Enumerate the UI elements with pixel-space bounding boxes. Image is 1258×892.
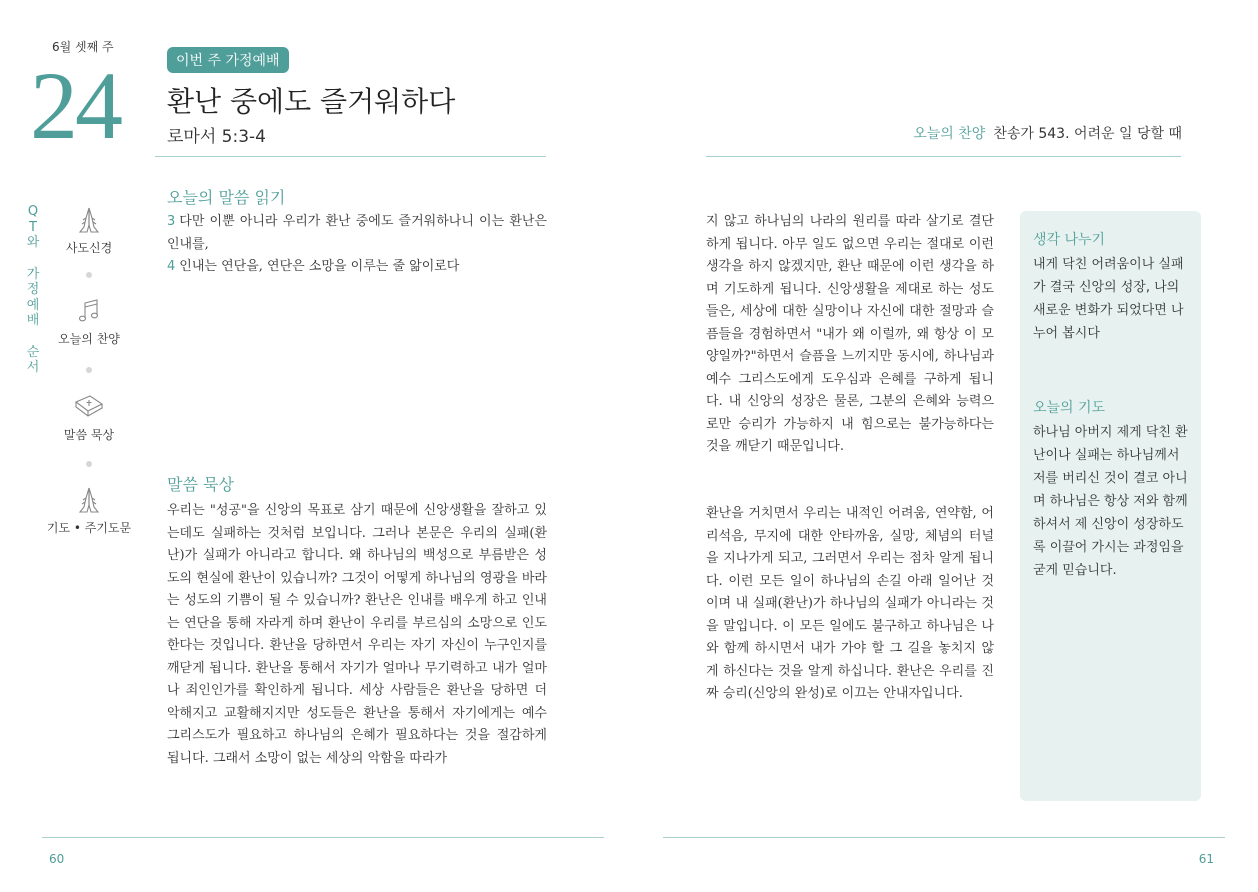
header-rule-left [155, 156, 546, 157]
share-text: 내게 닥친 어려움이나 실패가 결국 신앙의 성장, 나의 새로운 변화가 되었다면 나누어 봅시다 [1033, 257, 1184, 341]
praying-hands-icon [74, 485, 104, 515]
hymn-text: 찬송가 543. 어려운 일 당할 때 [993, 126, 1182, 142]
scripture-reference: 로마서 5:3-4 [167, 127, 266, 147]
sidebar-box [1020, 211, 1201, 801]
footer-rule-left [42, 837, 604, 838]
day-number: 24 [30, 52, 120, 159]
order-step-prayer [44, 485, 134, 536]
praying-hands-icon [74, 205, 104, 235]
prayer-text: 하나님 아버지 제게 닥친 환난이나 실패는 하나님께서 저를 버리신 것이 결코 아니며 하나님은 항상 저와 함께 하셔서 제 신앙이 성장하도록 이끌어 가시는 과정임을 굳게 믿습니다. [1033, 425, 1188, 578]
section-badge: 이번 주 가정예배 [167, 47, 289, 73]
verse [167, 211, 547, 256]
order-step-meditation [44, 392, 134, 443]
order-step-label: 기도 • 주기도문 [46, 521, 132, 535]
hymn-info [913, 123, 1182, 143]
reading-heading: 오늘의 말씀 읽기 [167, 188, 286, 207]
worship-order-vertical-label: Q T 와 가 정 예 배 순 서 [26, 204, 40, 375]
page-number-right: 61 [1198, 852, 1214, 866]
verse-number: 3 [167, 214, 176, 229]
order-step-label: 말씀 묵상 [63, 428, 115, 442]
meditation-heading: 말씀 묵상 [167, 475, 234, 494]
verse [167, 256, 547, 279]
prayer-heading: 오늘의 기도 [1033, 400, 1106, 416]
meditation-paragraph-2: 지 않고 하나님의 나라의 원리를 따라 살기로 결단하게 됩니다. 아무 일도 없으면 우리는 절대로 이런 생각을 하지 않겠지만, 환난 때문에 이런 생각을 하며 기도하게 됩니다. 신앙생활을 제대로 하는 성도들은, 세상에 대한 실망이나 자신에 대한 절망과 슬픔들을 경험하면서 "내가 왜 이럴까, 왜 항상 이 모양일까?"하면서 슬픔을 느끼지만 동시에, 하나님과 예수 그리스도에게 도우심과 은혜를 구하게 됩니다. 내 신앙의 성장은 물론, 그분의 은혜와 능력으로만 승리가 가능하지 내 힘으로는 불가능하다는 것을 깨닫기 때문입니다. [706, 214, 994, 454]
order-dot [86, 272, 92, 278]
order-step-label: 오늘의 찬양 [58, 332, 120, 346]
bible-icon [73, 392, 105, 422]
order-step-creed [44, 205, 134, 256]
header-rule-right [706, 156, 1181, 157]
verse-text: 인내는 연단을, 연단은 소망을 이루는 줄 앎이로다 [179, 259, 460, 274]
verse-text: 다만 이뿐 아니라 우리가 환난 중에도 즐거워하나니 이는 환난은 인내를, [167, 214, 547, 252]
page-number-left: 60 [49, 852, 65, 866]
order-dot [86, 461, 92, 467]
share-heading: 생각 나누기 [1033, 232, 1106, 248]
reading-verses [167, 211, 547, 279]
verse-number: 4 [167, 259, 176, 274]
hymn-label: 오늘의 찬양 [913, 126, 986, 142]
order-step-hymn [44, 296, 134, 347]
order-dot [86, 367, 92, 373]
meditation-paragraph-3: 환난을 거치면서 우리는 내적인 어려움, 연약함, 어리석음, 무지에 대한 안타까움, 실망, 체념의 터널을 지나가게 되고, 그러면서 우리는 점차 알게 됩니다. 이런 모든 일이 하나님의 손길 아래 일어난 것이며 내 실패(환난)가 하나님의 실패가 아니라는 것을 말입니다. 이 모든 일에도 불구하고 하나님은 나와 함께 하시면서 내가 가야 할 그 길을 놓치지 않게 하신다는 것을 알게 하십니다. 환난은 우리를 진짜 승리(신앙의 완성)로 이끄는 안내자입니다. [706, 506, 994, 701]
page-title: 환난 중에도 즐거워하다 [167, 85, 456, 118]
music-note-icon [74, 296, 104, 326]
meditation-paragraph-1: 우리는 "성공"을 신앙의 목표로 삼기 때문에 신앙생활을 잘하고 있는데도 실패하는 것처럼 보입니다. 그러나 본문은 우리의 실패(환난)가 실패가 아니라고 합니다. 왜 하나님의 백성으로 부름받은 성도의 현실에 환난이 있습니까? 그것이 어떻게 하나님의 영광을 바라는 성도의 기쁨이 될 수 있습니까? 환난은 인내를 배우게 하고 인내는 연단을 통해 자라게 하며 환난이 우리를 부르심의 소망으로 인도한다는 것입니다. 환난을 당하면서 우리는 자기 자신이 누구인지를 깨닫게 됩니다. 환난을 통해서 자기가 얼마나 무기력하고 내가 얼마나 죄인인가를 확인하게 됩니다. 세상 사람들은 환난을 당하면 더 악해지고 교활해지지만 성도들은 환난을 통해서 자기에게는 예수 그리스도가 필요하고 하나님의 은혜가 필요하다는 것을 절감하게 됩니다. 그래서 소망이 없는 세상의 악함을 따라가 [167, 503, 547, 766]
footer-rule-right [663, 837, 1225, 838]
week-label: 6월 셋째 주 [52, 40, 114, 54]
order-step-label: 사도신경 [65, 241, 113, 255]
